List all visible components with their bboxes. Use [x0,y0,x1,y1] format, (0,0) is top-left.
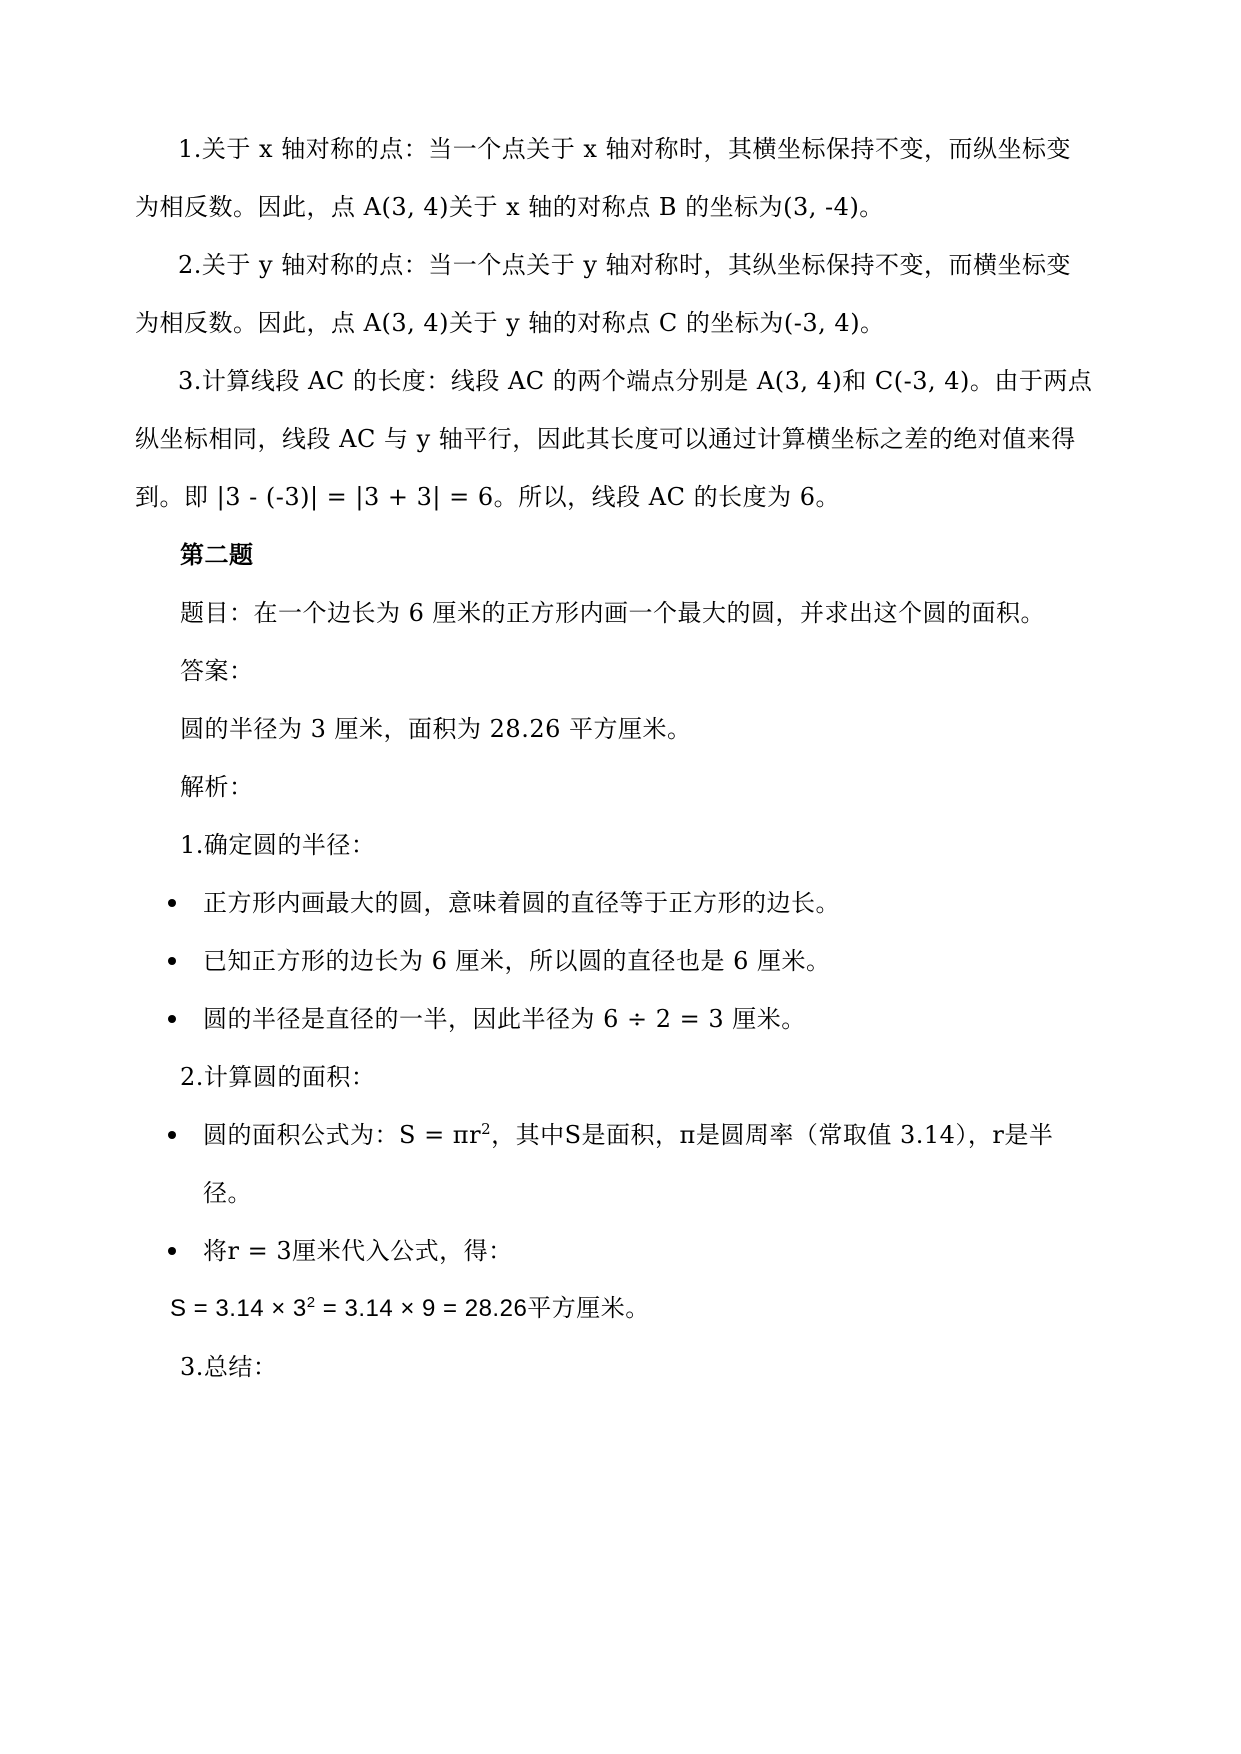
step2-bullet-1-line1 [203,1120,1053,1150]
p2-line1: 2.关于 y 轴对称的点：当一个点关于 y 轴对称时，其纵坐标保持不变，而横坐标变 [178,251,1072,279]
step2-bullet-1-line2: 径。 [203,1179,252,1207]
p3-line1: 3.计算线段 AC 的长度：线段 AC 的两个端点分别是 A(3, 4)和 C(-3, 4)。由于两点 [178,367,1093,395]
calculation-formula [170,1294,650,1324]
step1-bullet-1: 正方形内画最大的圆，意味着圆的直径等于正方形的边长。 [203,889,840,917]
step1-bullet-2: 已知正方形的边长为 6 厘米，所以圆的直径也是 6 厘米。 [203,947,831,975]
formula-start: S = 3.14 × 3 [170,1295,307,1322]
p3-line3: 到。即 |3 - (-3)| = |3 + 3| = 6。所以，线段 AC 的长度为 6。 [135,483,840,511]
formula-end: = 3.14 × 9 = 28.26平方厘米。 [315,1295,650,1322]
analysis-label: 解析： [180,773,254,801]
bullet-dot [168,1131,176,1139]
answer-label: 答案： [180,657,254,685]
formula-exponent: 2 [306,1294,316,1311]
bullet-dot [168,1015,176,1023]
step3-title: 3.总结： [180,1353,278,1381]
question-text: 题目：在一个边长为 6 厘米的正方形内画一个最大的圆，并求出这个圆的面积。 [180,599,1046,627]
bullet-dot [168,899,176,907]
formula-explanation: ，其中S是面积，π是圆周率（常取值 3.14），r是半 [491,1121,1054,1149]
bullet-dot [168,957,176,965]
section-heading: 第二题 [180,540,254,569]
step1-bullet-3: 圆的半径是直径的一半，因此半径为 6 ÷ 2 = 3 厘米。 [203,1005,806,1033]
exponent: 2 [481,1120,492,1138]
p3-line2: 纵坐标相同，线段 AC 与 y 轴平行，因此其长度可以通过计算横坐标之差的绝对值来得 [135,425,1076,453]
step2-title: 2.计算圆的面积： [180,1063,376,1091]
area-formula-text: 圆的面积公式为：S = πr [203,1121,482,1149]
bullet-dot [168,1247,176,1255]
step1-title: 1.确定圆的半径： [180,831,376,859]
answer-text: 圆的半径为 3 厘米，面积为 28.26 平方厘米。 [180,715,692,743]
p1-line2: 为相反数。因此，点 A(3, 4)关于 x 轴的对称点 B 的坐标为(3, -4)。 [135,193,884,221]
step2-bullet-2: 将r = 3厘米代入公式，得： [203,1237,513,1265]
p1-line1: 1.关于 x 轴对称的点：当一个点关于 x 轴对称时，其横坐标保持不变，而纵坐标变 [178,135,1071,163]
p2-line2: 为相反数。因此，点 A(3, 4)关于 y 轴的对称点 C 的坐标为(-3, 4)。 [135,309,885,337]
